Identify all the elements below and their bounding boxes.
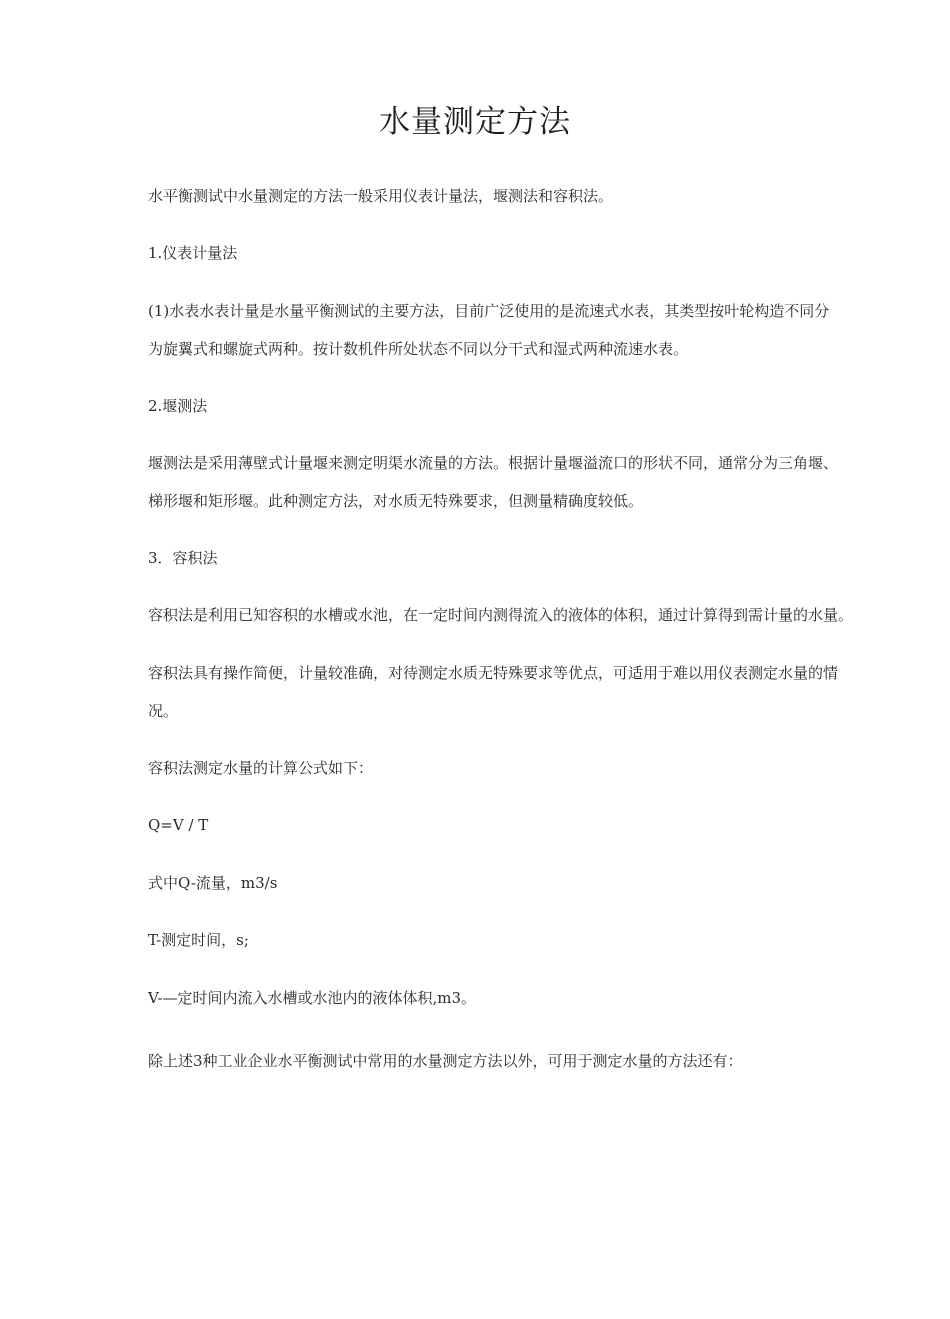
paragraph-volume-advantages-line2: 况。 <box>148 702 179 720</box>
paragraph-weir-line1: 堰测法是采用薄壁式计量堰来测定明渠水流量的方法。根据计量堰溢流口的形状不同，通常分为三角堰、 <box>148 454 839 472</box>
document-title: 水量测定方法 <box>379 104 571 140</box>
paragraph-intro: 水平衡测试中水量测定的方法一般采用仪表计量法，堰测法和容积法。 <box>148 187 614 205</box>
paragraph-other-methods: 除上述3种工业企业水平衡测试中常用的水量测定方法以外，可用于测定水量的方法还有： <box>148 1052 743 1070</box>
heading-volume-method: 3．容积法 <box>148 549 218 567</box>
formula-variable-t: T-测定时间，s; <box>148 931 249 949</box>
paragraph-formula-intro: 容积法测定水量的计算公式如下： <box>148 759 374 777</box>
heading-meter-method: 1.仪表计量法 <box>148 244 238 262</box>
paragraph-water-meter-line2: 为旋翼式和螺旋式两种。按计数机件所处状态不同以分干式和湿式两种流速水表。 <box>148 340 689 358</box>
formula: Q=V / T <box>148 816 209 834</box>
formula-variable-v: V-—定时间内流入水槽或水池内的液体体积,m3。 <box>148 989 477 1007</box>
paragraph-weir-line2: 梯形堰和矩形堰。此种测定方法，对水质无特殊要求，但测量精确度较低。 <box>148 492 644 510</box>
heading-weir-method: 2.堰测法 <box>148 397 208 415</box>
paragraph-water-meter-line1: (1)水表水表计量是水量平衡测试的主要方法，目前广泛使用的是流速式水表，其类型按叶轮构造不同分 <box>148 302 830 320</box>
paragraph-volume-advantages-line1: 容积法具有操作简便，计量较准确，对待测定水质无特殊要求等优点，可适用于难以用仪表测定水量的情 <box>148 664 839 682</box>
formula-variable-q: 式中Q-流量，m3/s <box>148 874 278 892</box>
paragraph-volume-definition: 容积法是利用已知容积的水槽或水池，在一定时间内测得流入的液体的体积，通过计算得到需计量的水量。 <box>148 606 854 624</box>
